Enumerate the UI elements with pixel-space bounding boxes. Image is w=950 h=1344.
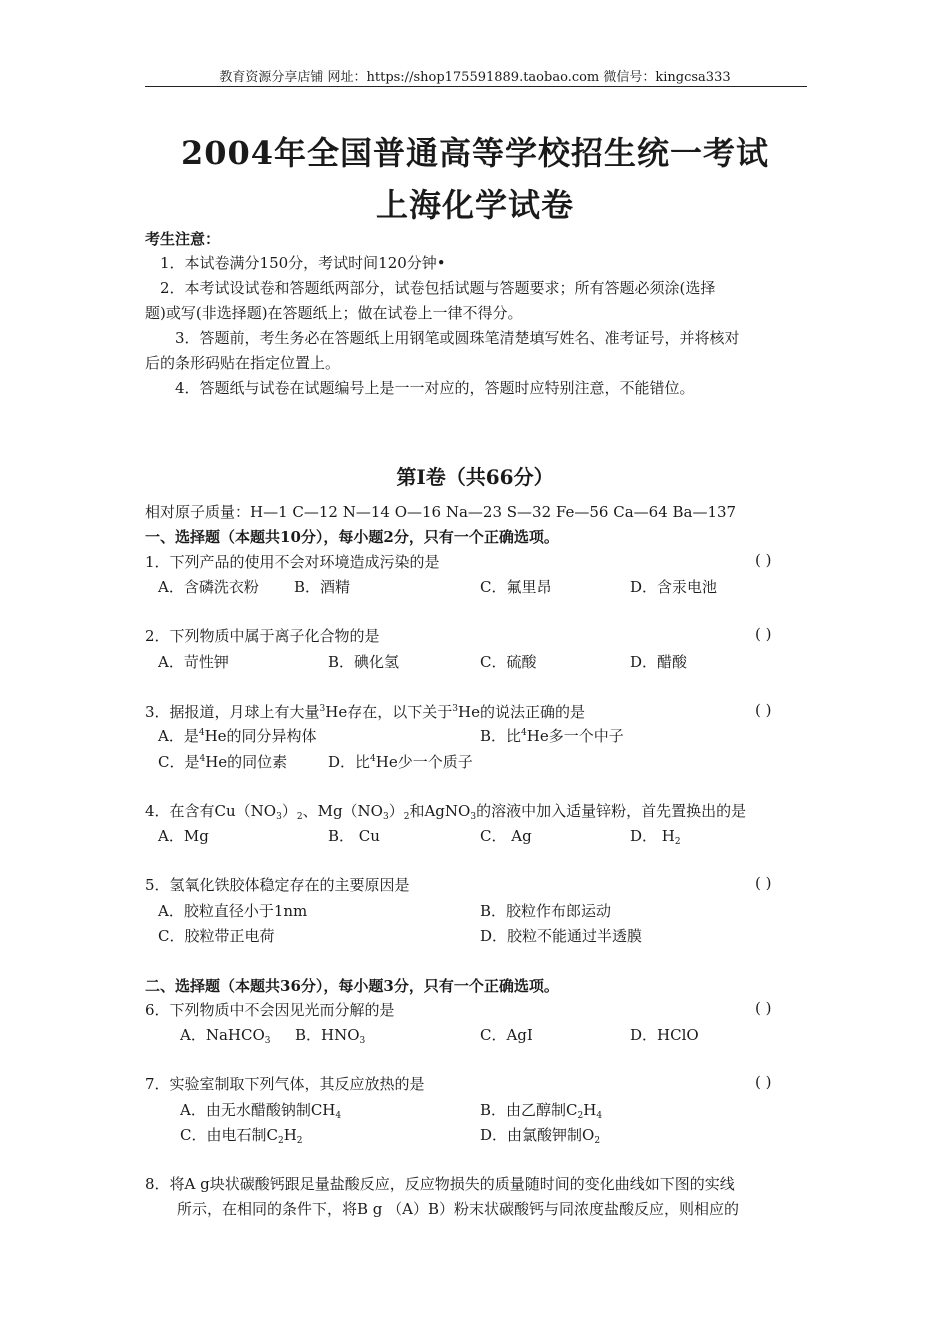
q1-option-d: D．含汞电池 (630, 578, 718, 596)
page-header: 教育资源分享店铺 网址：https://shop175591889.taobao.com 微信号：kingcsa333 (219, 70, 731, 85)
question-4-stem: 4．在含有$Cu(NO_3)_2$、$Mg(NO_3)_2$和AgNO$_3$的溶液中加入适量锌粉，首先置换出的是 (145, 802, 747, 822)
answer-bracket: ( ) (755, 625, 772, 643)
q3-option-c: C．是$^4$He的同位素 (158, 753, 288, 771)
q1-option-c: C．氟里昂 (480, 578, 552, 596)
q4-option-c: C． Ag (480, 827, 532, 845)
notice-item-2-cont: 题)或写(非选择题)在答题纸上；做在试卷上一律不得分。 (145, 304, 523, 322)
q7-option-c: C．由电石制$C_2H_2$ (180, 1126, 303, 1146)
question-5-stem: 5．氢氧化铁胶体稳定存在的主要原因是 (145, 876, 410, 894)
exam-subtitle: 上海化学试卷 (375, 186, 574, 224)
q5-option-c: C．胶粒带正电荷 (158, 927, 275, 945)
question-3-stem: 3．据报道，月球上有大量$^3$He存在，以下关于$^3$He的说法正确的是 (145, 703, 585, 721)
q7-option-b: B．由乙醇制$C_2H_4$ (480, 1101, 603, 1121)
q2-option-c: C．硫酸 (480, 653, 537, 671)
notice-item-1: 1．本试卷满分150分，考试时间120分钟• (160, 254, 446, 272)
atomic-masses: 相对原子质量：H—1 C—12 N—14 O—16 Na—23 S—32 Fe—56 Ca—64 Ba—137 (145, 503, 737, 521)
q2-option-b: B．碘化氢 (328, 653, 400, 671)
question-6-stem: 6．下列物质中不会因见光而分解的是 (145, 1001, 395, 1019)
q2-option-d: D．醋酸 (630, 653, 688, 671)
q2-option-a: A．苛性钾 (158, 653, 229, 671)
notice-item-2: 2．本考试设试卷和答题纸两部分，试卷包括试题与答题要求；所有答题必须涂(选择 (160, 279, 716, 297)
q7-option-d: D．由氯酸钾制$O_2$ (480, 1126, 601, 1146)
q5-option-b: B．胶粒作布郎运动 (480, 902, 612, 920)
question-1-stem: 1．下列产品的使用不会对环境造成污染的是 (145, 553, 440, 571)
answer-bracket: ( ) (755, 874, 772, 892)
q6-option-d: D．HClO (630, 1026, 699, 1044)
q6-option-b: B．$HNO_3$ (295, 1026, 366, 1046)
question-7-stem: 7．实验室制取下列气体，其反应放热的是 (145, 1075, 425, 1093)
question-2-stem: 2．下列物质中属于离子化合物的是 (145, 627, 380, 645)
section-title: 第Ⅰ卷（共66分） (396, 465, 554, 489)
q1-option-b: B．酒精 (294, 578, 351, 596)
answer-bracket: ( ) (755, 1073, 772, 1091)
q3-option-b: B．比$^4$He多一个中子 (480, 727, 624, 745)
answer-bracket: ( ) (755, 551, 772, 569)
answer-bracket: ( ) (755, 701, 772, 719)
header-rule (145, 86, 807, 87)
q6-option-c: C．AgI (480, 1026, 533, 1044)
q5-option-d: D．胶粒不能通过半透膜 (480, 927, 643, 945)
notice-item-4: 4．答题纸与试卷在试题编号上是一一对应的，答题时应特别注意，不能错位。 (175, 379, 695, 397)
notice-item-3-cont: 后的条形码贴在指定位置上。 (145, 354, 341, 372)
q4-option-a: A．Mg (158, 827, 209, 845)
notice-item-3: 3．答题前，考生务必在答题纸上用钢笔或圆珠笔清楚填写姓名、准考证号，并将核对 (175, 329, 740, 347)
notice-heading: 考生注意： (145, 230, 221, 248)
q5-option-a: A．胶粒直径小于1nm (158, 902, 308, 920)
q4-option-b: B． Cu (328, 827, 380, 845)
question-8-stem-cont: 所示，在相同的条件下，将B g （A）B）粉末状碳酸钙与同浓度盐酸反应，则相应的 (177, 1200, 740, 1218)
q1-option-a: A．含磷洗衣粉 (158, 578, 259, 596)
answer-bracket: ( ) (755, 999, 772, 1017)
q7-option-a: A．由无水醋酸钠制$CH_4$ (180, 1101, 342, 1121)
part-1-heading: 一、选择题（本题共10分），每小题2分，只有一个正确选项。 (145, 528, 559, 546)
question-8-stem: 8．将A g块状碳酸钙跟足量盐酸反应，反应物损失的质量随时间的变化曲线如下图的实线 (145, 1175, 735, 1193)
q3-option-a: A．是$^4$He的同分异构体 (158, 727, 317, 745)
q6-option-a: A．NaHCO$_3$ (180, 1026, 271, 1046)
q4-option-d: D． $H_2$ (630, 827, 681, 847)
exam-title: 2004年全国普通高等学校招生统一考试 (180, 134, 770, 172)
q3-option-d: D．比$^4$He少一个质子 (328, 753, 473, 771)
part-2-heading: 二、选择题（本题共36分），每小题3分，只有一个正确选项。 (145, 977, 559, 995)
